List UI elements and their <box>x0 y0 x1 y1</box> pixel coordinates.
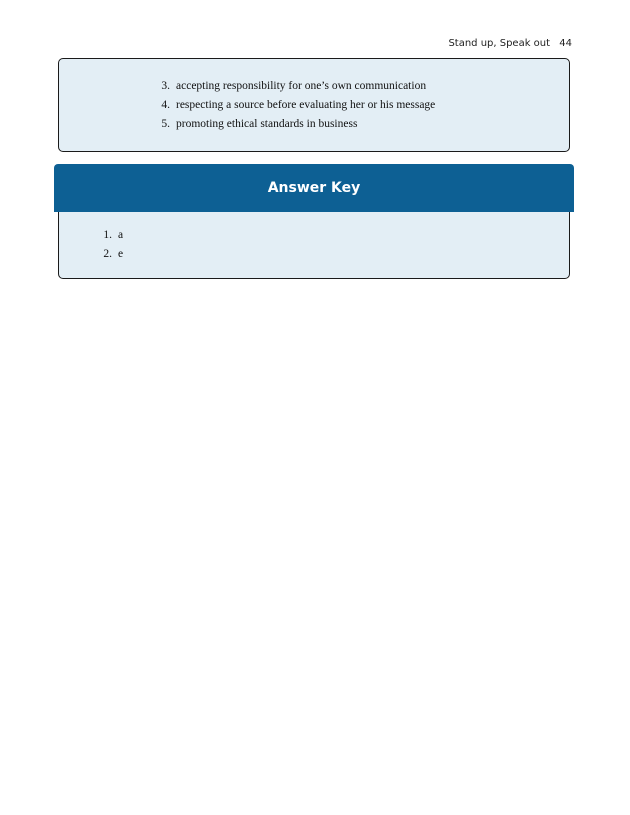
list-item <box>154 115 435 134</box>
list-item-text: e <box>118 248 124 260</box>
list-item-number: 3. <box>161 80 170 92</box>
list-item <box>96 226 123 245</box>
list-item-number: 2. <box>103 248 112 260</box>
list-item <box>154 77 435 96</box>
list-item-number: 5. <box>161 118 170 130</box>
page-number: 44 <box>559 38 572 49</box>
list-item-text: respecting a source before evaluating her or his message <box>176 99 436 111</box>
list-item <box>154 96 435 115</box>
running-header <box>448 38 572 49</box>
exercise-options-list <box>154 77 435 134</box>
list-item-text: promoting ethical standards in business <box>176 118 358 130</box>
list-item <box>96 245 123 264</box>
list-item-text: a <box>118 229 124 241</box>
running-header-title: Stand up, Speak out <box>448 38 551 49</box>
answer-key-header <box>54 164 574 212</box>
list-item-number: 1. <box>103 229 112 241</box>
list-item-number: 4. <box>161 99 170 111</box>
exercise-box-continued <box>58 58 570 152</box>
list-item-text: accepting responsibility for one’s own communication <box>176 80 427 92</box>
answer-key-list <box>96 226 123 264</box>
answer-key-title: Answer Key <box>267 180 361 196</box>
